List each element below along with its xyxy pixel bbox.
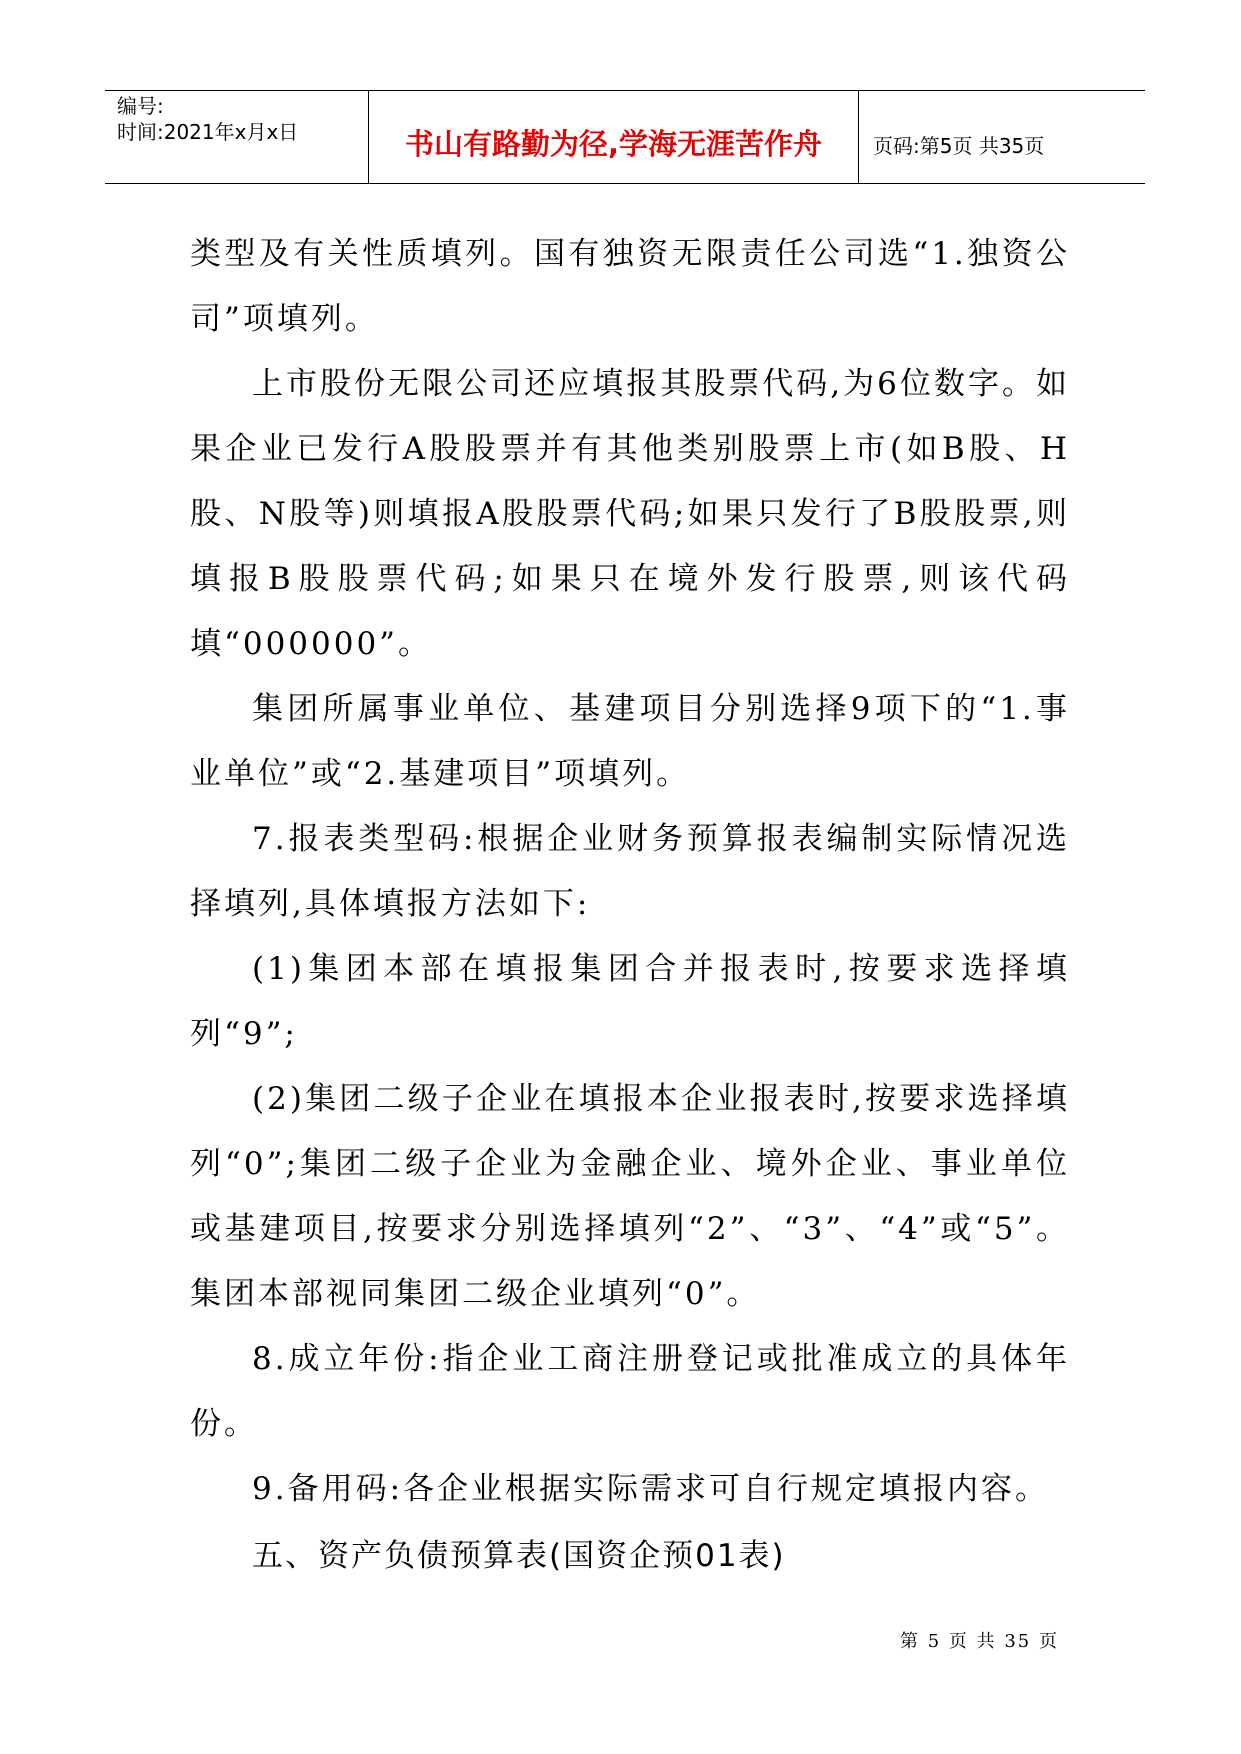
- header-page-label: 页码:第5页 共35页: [873, 133, 1045, 158]
- paragraph: 上市股份无限公司还应填报其股票代码,为6位数字。如果企业已发行A股股票并有其他类别股票上市(如B股、H股、N股等)则填报A股股票代码;如果只发行了B股股票,则填报B股股票代码;如果只在境外发行股票,则该代码填“000000”。: [190, 366, 1070, 662]
- document-body: [190, 222, 1070, 1589]
- paragraph: 集团所属事业单位、基建项目分别选择9项下的“1.事业单位”或“2.基建项目”项填列。: [190, 691, 1070, 792]
- time-label: 时间:2021年x月x日: [117, 120, 299, 144]
- paragraph: 7.报表类型码:根据企业财务预算报表编制实际情况选择填列,具体填报方法如下:: [190, 821, 1070, 922]
- section-title: 五、资产负债预算表(国资企预01表): [252, 1538, 786, 1574]
- paragraph: (1)集团本部在填报集团合并报表时,按要求选择填列“9”;: [190, 951, 1070, 1052]
- paragraph: 8.成立年份:指企业工商注册登记或批准成立的具体年份。: [190, 1341, 1070, 1442]
- header-meta: [105, 91, 369, 183]
- page-header: [105, 90, 1145, 184]
- page-footer: 第 5 页 共 35 页: [900, 1631, 1059, 1652]
- paragraph: 类型及有关性质填列。国有独资无限责任公司选“1.独资公司”项填列。: [190, 236, 1070, 337]
- number-label: 编号:: [117, 94, 164, 118]
- paragraph: 9.备用码:各企业根据实际需求可自行规定填报内容。: [252, 1471, 1050, 1507]
- header-motto: 书山有路勤为径,学海无涯苦作舟: [369, 91, 859, 183]
- paragraph: (2)集团二级子企业在填报本企业报表时,按要求选择填列“0”;集团二级子企业为金融企业、境外企业、事业单位或基建项目,按要求分别选择填列“2”、“3”、“4”或“5”。集团本部视同集团二级企业填列“0”。: [190, 1081, 1070, 1312]
